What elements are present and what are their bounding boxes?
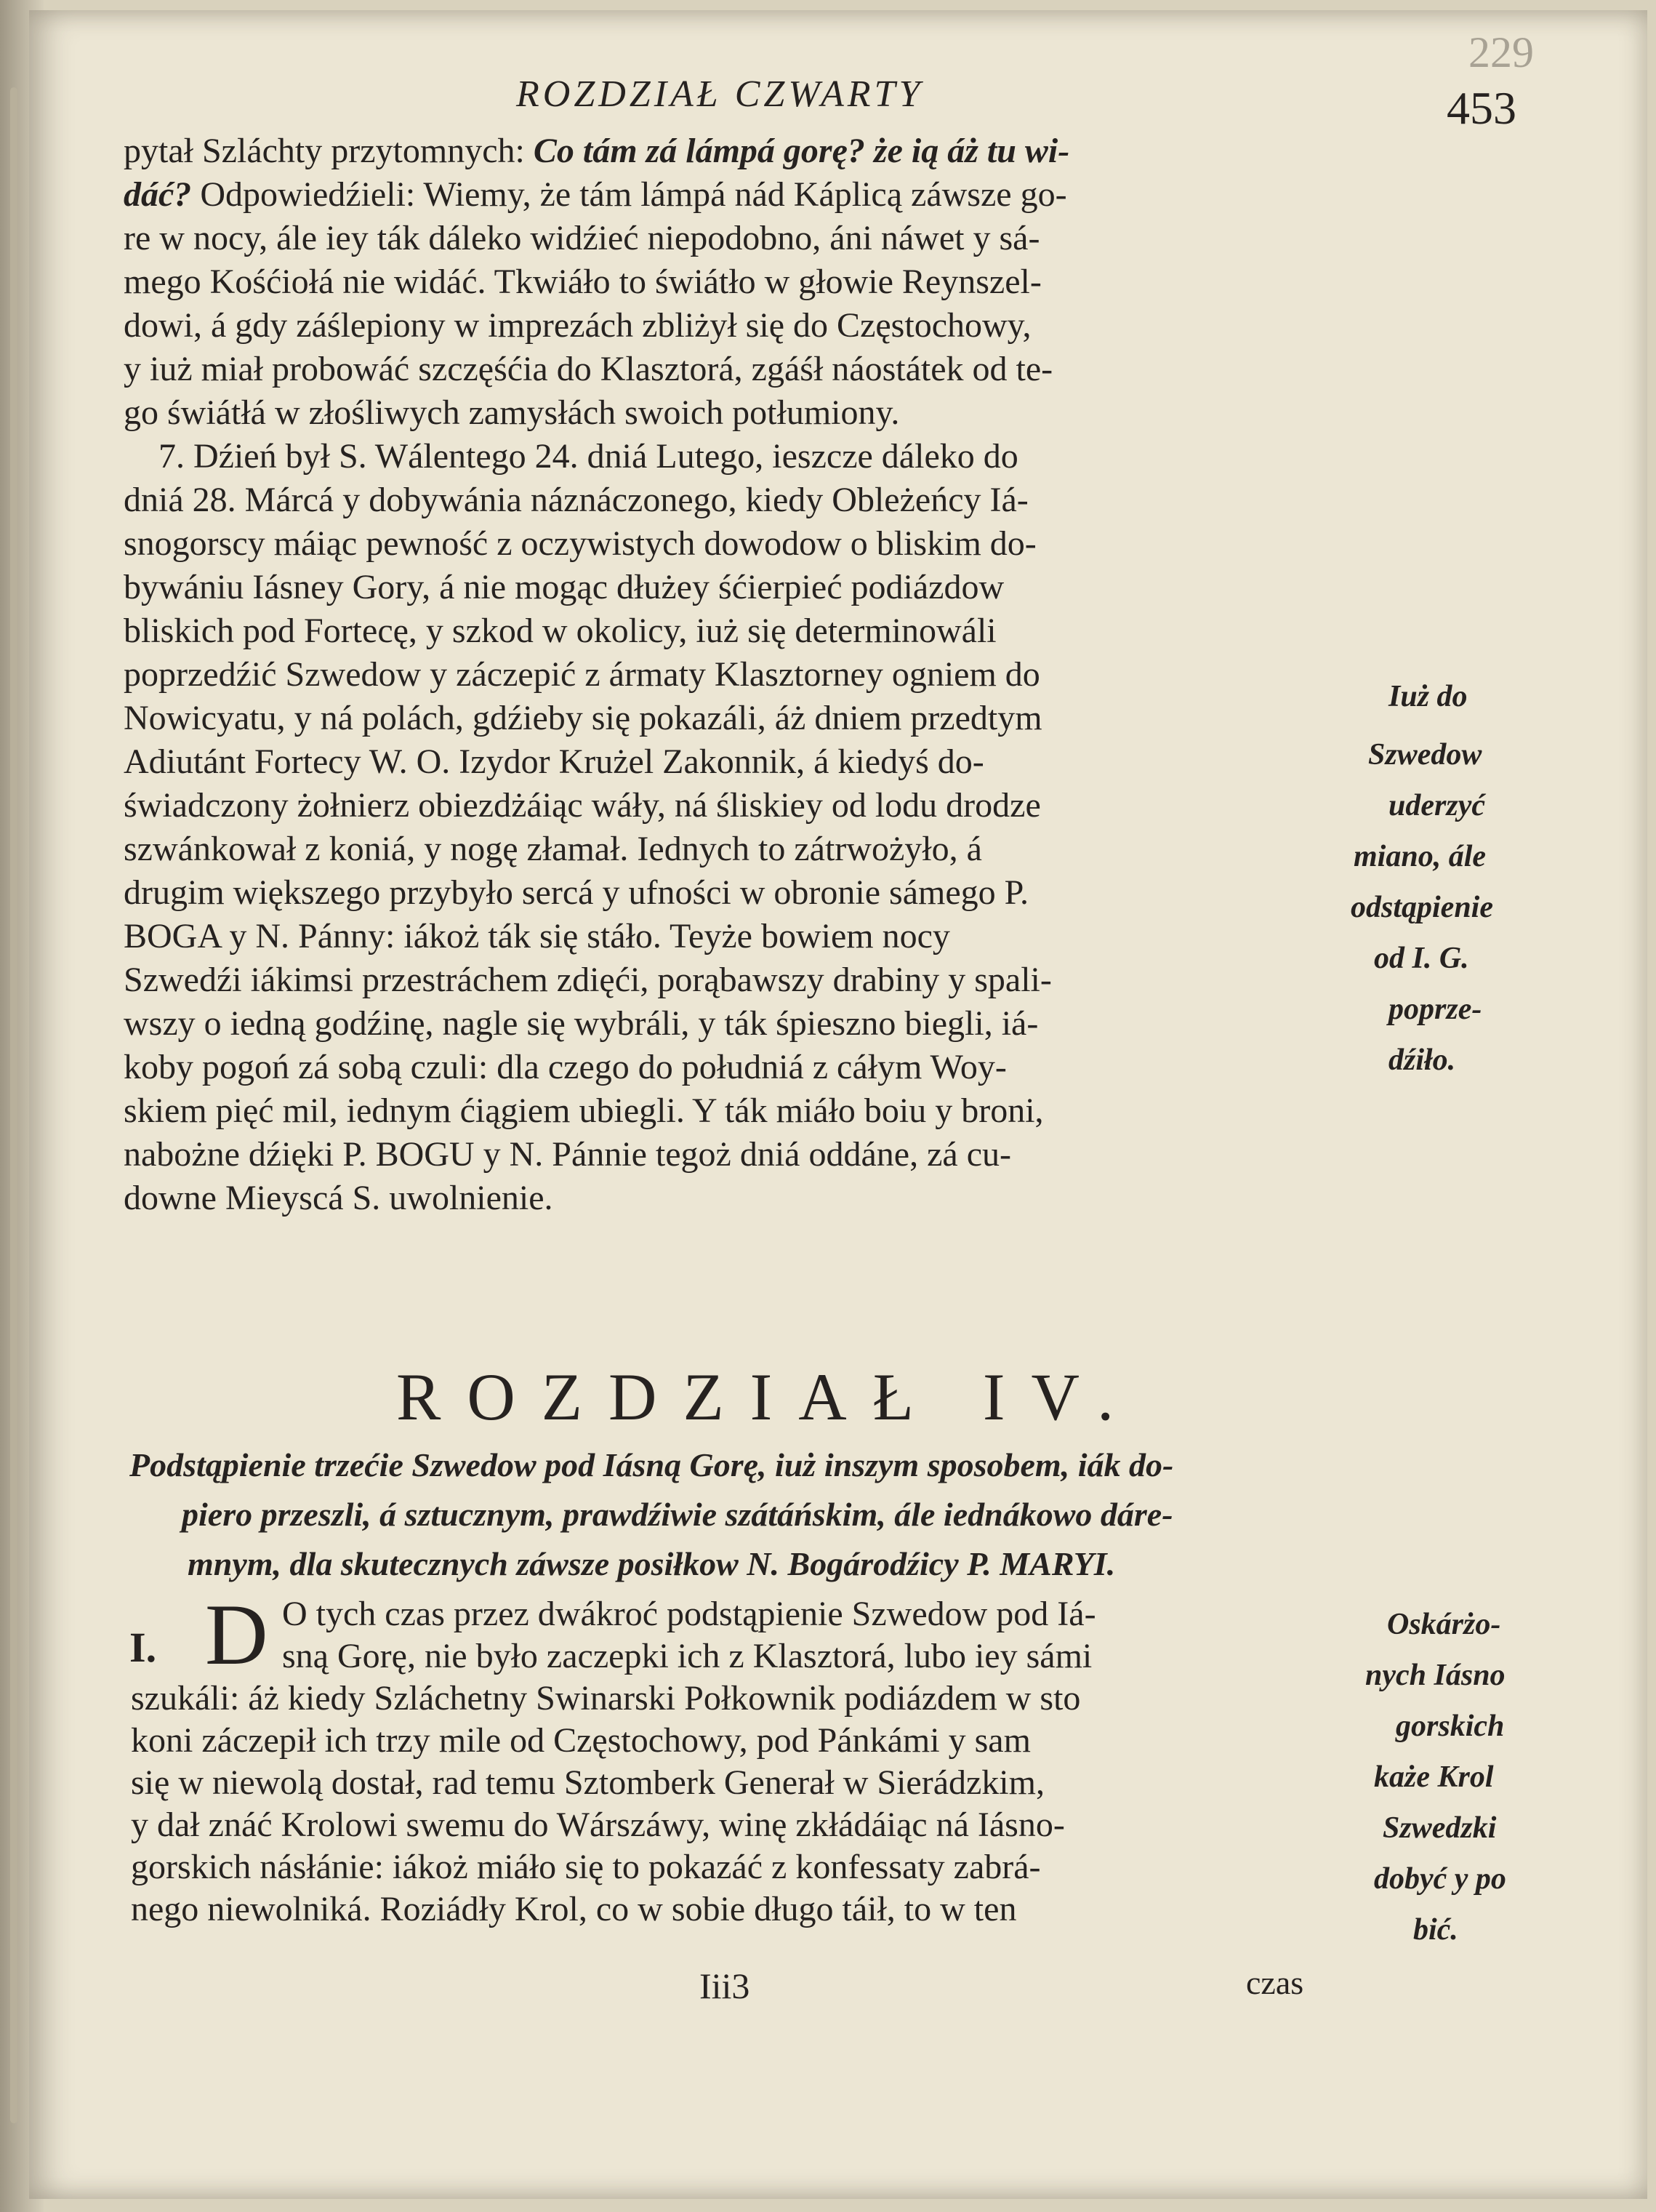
margin-note-line: bić. [1413, 1913, 1458, 1947]
chapter-title: ROZDZIAŁ IV. [396, 1360, 1141, 1434]
body-line: Adiutánt Fortecy W. O. Izydor Krużel Zakonnik, á kiedyś do- [124, 742, 984, 781]
margin-note-line: miano, ále [1354, 840, 1487, 873]
body-line: dowi, á gdy záślepiony w imprezách zbliżył się do Częstochowy, [124, 306, 1032, 345]
margin-note-line: poprze- [1388, 993, 1482, 1026]
body-line: Nowicyatu, y ná polách, gdźieby się pokazáli, áż dniem przedtym [124, 699, 1042, 737]
body-line: szwánkował z koniá, y nogę złamał. Iednych to zátrwożyło, á [124, 830, 982, 868]
body-line: pytał Szláchty przytomnych: Co tám zá lámpá gorę? że ią áż tu wi- [124, 132, 1070, 170]
margin-note-line: odstąpienie [1351, 891, 1493, 924]
page-number: 453 [1447, 82, 1516, 134]
body-line: y iuż miał probowáć szczęśćia do Klasztorá, zgáśł náostátek od te- [124, 350, 1053, 388]
margin-note-line: nych Iásno [1365, 1659, 1506, 1692]
body-line: re w nocy, ále iey ták dáleko widźieć niepodobno, áni náwet y sá- [124, 219, 1040, 257]
body-line: się w niewolą dostał, rad temu Sztomberk Generał w Sierádzkim, [131, 1763, 1045, 1802]
body-line: dniá 28. Márcá y dobywánia náznáczonego, kiedy Obleżeńcy Iá- [124, 481, 1029, 519]
section-numeral: I. [129, 1624, 157, 1671]
pencil-folio-number: 229 [1468, 28, 1534, 76]
drop-cap: D [205, 1586, 268, 1683]
body-line: bywániu Iásney Gory, á nie mogąc dłużey śćierpieć podiázdow [124, 568, 1005, 606]
margin-note-line: Oskárżo- [1387, 1608, 1501, 1641]
body-line: bliskich pod Fortecę, y szkod w okolicy, iuż się determinowáli [124, 612, 997, 650]
margin-note-line: każe Krol [1374, 1760, 1494, 1794]
body-line: nego niewolniká. Roziádły Krol, co w sobie długo táił, to w ten [131, 1890, 1017, 1928]
running-head: ROZDZIAŁ CZWARTY [516, 73, 924, 115]
chapter-subtitle-line: piero przeszli, á sztucznym, prawdźiwie szátáńskim, ále iednákowo dáre- [182, 1496, 1173, 1533]
margin-note-line: Szwedzki [1383, 1811, 1497, 1845]
body-line: sną Gorę, nie było zaczepki ich z Klasztorá, lubo iey sámi [282, 1637, 1093, 1675]
body-line: O tych czas przez dwákroć podstąpienie Szwedow pod Iá- [282, 1595, 1096, 1633]
chapter-subtitle-line: Podstąpienie trzećie Szwedow pod Iásną Gorę, iuż inszym sposobem, iák do- [129, 1446, 1174, 1483]
margin-note-line: uderzyć [1388, 789, 1485, 822]
body-line: szukáli: áż kiedy Szláchetny Swinarski Połkownik podiázdem w sto [131, 1679, 1081, 1718]
body-line: koni záczepił ich trzy mile od Częstochowy, pod Pánkámi y sam [131, 1721, 1031, 1760]
body-line: poprzedźić Szwedow y záczepić z ármaty Klasztorney ogniem do [124, 655, 1040, 694]
body-line: mego Kośćiołá nie widáć. Tkwiáło to świátło w głowie Reynszel- [124, 263, 1042, 301]
body-line: downe Mieyscá S. uwolnienie. [124, 1179, 553, 1217]
body-line: koby pogoń zá sobą czuli: dla czego do południá z cáłym Woy- [124, 1048, 1007, 1086]
body-line: wszy o iedną godźinę, nagle się wybráli, y ták śpieszno biegli, iá- [124, 1004, 1039, 1043]
gutter-spine [10, 87, 17, 2123]
body-line: dáć? Odpowiedźieli: Wiemy, że tám lámpá nád Káplicą záwsze go- [124, 175, 1067, 214]
body-line: snogorscy máiąc pewność z oczywistych dowodow o bliskim do- [124, 524, 1037, 563]
margin-note-line: od I. G. [1374, 942, 1469, 975]
body-line: y dał znáć Krolowi swemu do Wárszáwy, winę zkłádáiąc ná Iásno- [131, 1806, 1065, 1844]
signature-mark: Iii3 [699, 1965, 750, 2006]
body-line: skiem pięć mil, iednym ćiągiem ubiegli. Y ták miáło boiu y broni, [124, 1091, 1044, 1130]
catchword: czas [1246, 1964, 1304, 2001]
margin-note-line: dźiło. [1388, 1043, 1456, 1077]
chapter-subtitle-line: mnym, dla skutecznych záwsze posiłkow N. Bogárodźicy P. MARYI. [188, 1545, 1116, 1582]
margin-note-line: Szwedow [1368, 738, 1482, 772]
body-line: gorskich násłánie: iákoż miáło się to pokazáć z konfessaty zabrá- [131, 1848, 1041, 1886]
body-line: drugim większego przybyło sercá y ufności w obronie sámego P. [124, 873, 1029, 912]
margin-note-line: gorskich [1396, 1710, 1505, 1743]
margin-note-line: dobyć y po [1374, 1862, 1506, 1896]
body-line: go świátłá w złośliwych zamysłách swoich potłumiony. [124, 393, 900, 432]
margin-note-line: Iuż do [1388, 680, 1468, 713]
body-line: Szwedźi iákimsi przestráchem zdięći, porąbawszy drabiny y spali- [124, 961, 1052, 999]
body-line: nabożne dźięki P. BOGU y N. Pánnie tegoż dniá oddáne, zá cu- [124, 1135, 1011, 1174]
body-line: 7. Dźień był S. Wálentego 24. dniá Lutego, ieszcze dáleko do [124, 437, 1018, 476]
body-line: BOGA y N. Pánny: iákoż ták się stáło. Teyże bowiem nocy [124, 917, 950, 955]
body-line: świadczony żołnierz obiezdżáiąc wáły, ná śliskiey od lodu drodze [124, 786, 1041, 825]
